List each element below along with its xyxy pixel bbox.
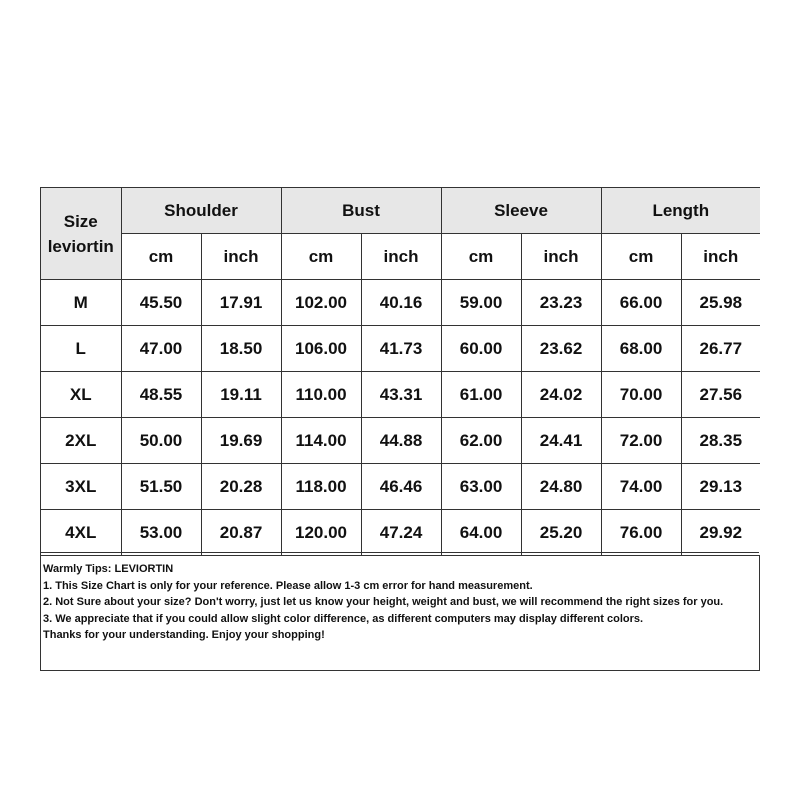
unit-header-inch: inch bbox=[201, 234, 281, 280]
measurement-cell: 120.00 bbox=[281, 510, 361, 556]
measurement-cell: 43.31 bbox=[361, 372, 441, 418]
unit-header-inch: inch bbox=[681, 234, 760, 280]
measurement-cell: 106.00 bbox=[281, 326, 361, 372]
group-header-sleeve: Sleeve bbox=[441, 188, 601, 234]
unit-header-cm: cm bbox=[121, 234, 201, 280]
measurement-cell: 64.00 bbox=[441, 510, 521, 556]
tips-title: Warmly Tips: LEVIORTIN bbox=[43, 563, 174, 575]
table-row bbox=[41, 418, 760, 464]
table-row bbox=[41, 280, 760, 326]
measurement-cell: 66.00 bbox=[601, 280, 681, 326]
size-chart bbox=[40, 187, 760, 671]
unit-header-cm: cm bbox=[441, 234, 521, 280]
measurement-cell: 51.50 bbox=[121, 464, 201, 510]
measurement-cell: 53.00 bbox=[121, 510, 201, 556]
measurement-cell: 26.77 bbox=[681, 326, 760, 372]
measurement-cell: 24.41 bbox=[521, 418, 601, 464]
measurement-cell: 47.24 bbox=[361, 510, 441, 556]
tip-line-3: 3. We appreciate that if you could allow slight color difference, as different computers may display different colors. bbox=[43, 612, 644, 625]
size-cell: 2XL bbox=[41, 418, 121, 464]
measurement-cell: 45.50 bbox=[121, 280, 201, 326]
measurement-cell: 118.00 bbox=[281, 464, 361, 510]
size-cell: L bbox=[41, 326, 121, 372]
measurement-cell: 19.69 bbox=[201, 418, 281, 464]
measurement-cell: 23.62 bbox=[521, 326, 601, 372]
unit-header-cm: cm bbox=[601, 234, 681, 280]
unit-header-inch: inch bbox=[521, 234, 601, 280]
group-header-length: Length bbox=[601, 188, 760, 234]
group-header-shoulder: Shoulder bbox=[121, 188, 281, 234]
measurement-cell: 59.00 bbox=[441, 280, 521, 326]
measurement-cell: 48.55 bbox=[121, 372, 201, 418]
size-cell: 3XL bbox=[41, 464, 121, 510]
measurement-cell: 24.80 bbox=[521, 464, 601, 510]
size-cell: 4XL bbox=[41, 510, 121, 556]
measurement-cell: 68.00 bbox=[601, 326, 681, 372]
measurement-cell: 19.11 bbox=[201, 372, 281, 418]
tip-line-1: 1. This Size Chart is only for your reference. Please allow 1-3 cm error for hand measurement. bbox=[43, 579, 533, 592]
tips-divider bbox=[41, 552, 759, 553]
warmly-tips bbox=[43, 561, 755, 644]
size-header-cell bbox=[41, 188, 121, 280]
measurement-cell: 20.28 bbox=[201, 464, 281, 510]
unit-header-cm: cm bbox=[281, 234, 361, 280]
measurement-cell: 46.46 bbox=[361, 464, 441, 510]
tips-closing: Thanks for your understanding. Enjoy your shopping! bbox=[43, 629, 325, 641]
table-row bbox=[41, 372, 760, 418]
measurement-cell: 25.20 bbox=[521, 510, 601, 556]
size-label: Size bbox=[63, 211, 98, 231]
measurement-cell: 63.00 bbox=[441, 464, 521, 510]
measurement-cell: 114.00 bbox=[281, 418, 361, 464]
measurement-cell: 41.73 bbox=[361, 326, 441, 372]
measurement-cell: 27.56 bbox=[681, 372, 760, 418]
measurement-cell: 23.23 bbox=[521, 280, 601, 326]
measurement-cell: 29.13 bbox=[681, 464, 760, 510]
measurement-cell: 70.00 bbox=[601, 372, 681, 418]
brand-label: leviortin bbox=[47, 236, 114, 256]
table-row bbox=[41, 464, 760, 510]
measurement-cell: 60.00 bbox=[441, 326, 521, 372]
table-row bbox=[41, 510, 760, 556]
size-cell: XL bbox=[41, 372, 121, 418]
measurement-cell: 62.00 bbox=[441, 418, 521, 464]
measurement-cell: 18.50 bbox=[201, 326, 281, 372]
measurement-cell: 25.98 bbox=[681, 280, 760, 326]
measurement-cell: 29.92 bbox=[681, 510, 760, 556]
measurement-cell: 40.16 bbox=[361, 280, 441, 326]
measurement-cell: 28.35 bbox=[681, 418, 760, 464]
size-table bbox=[41, 188, 760, 556]
table-row bbox=[41, 326, 760, 372]
measurement-cell: 61.00 bbox=[441, 372, 521, 418]
tip-line-2: 2. Not Sure about your size? Don't worry, just let us know your height, weight and bust, we will recommend the right sizes for you. bbox=[43, 596, 724, 608]
measurement-cell: 102.00 bbox=[281, 280, 361, 326]
measurement-cell: 24.02 bbox=[521, 372, 601, 418]
measurement-cell: 72.00 bbox=[601, 418, 681, 464]
measurement-cell: 50.00 bbox=[121, 418, 201, 464]
measurement-cell: 74.00 bbox=[601, 464, 681, 510]
measurement-cell: 17.91 bbox=[201, 280, 281, 326]
measurement-cell: 110.00 bbox=[281, 372, 361, 418]
measurement-cell: 20.87 bbox=[201, 510, 281, 556]
size-cell: M bbox=[41, 280, 121, 326]
measurement-cell: 44.88 bbox=[361, 418, 441, 464]
measurement-cell: 76.00 bbox=[601, 510, 681, 556]
measurement-cell: 47.00 bbox=[121, 326, 201, 372]
group-header-bust: Bust bbox=[281, 188, 441, 234]
unit-header-inch: inch bbox=[361, 234, 441, 280]
